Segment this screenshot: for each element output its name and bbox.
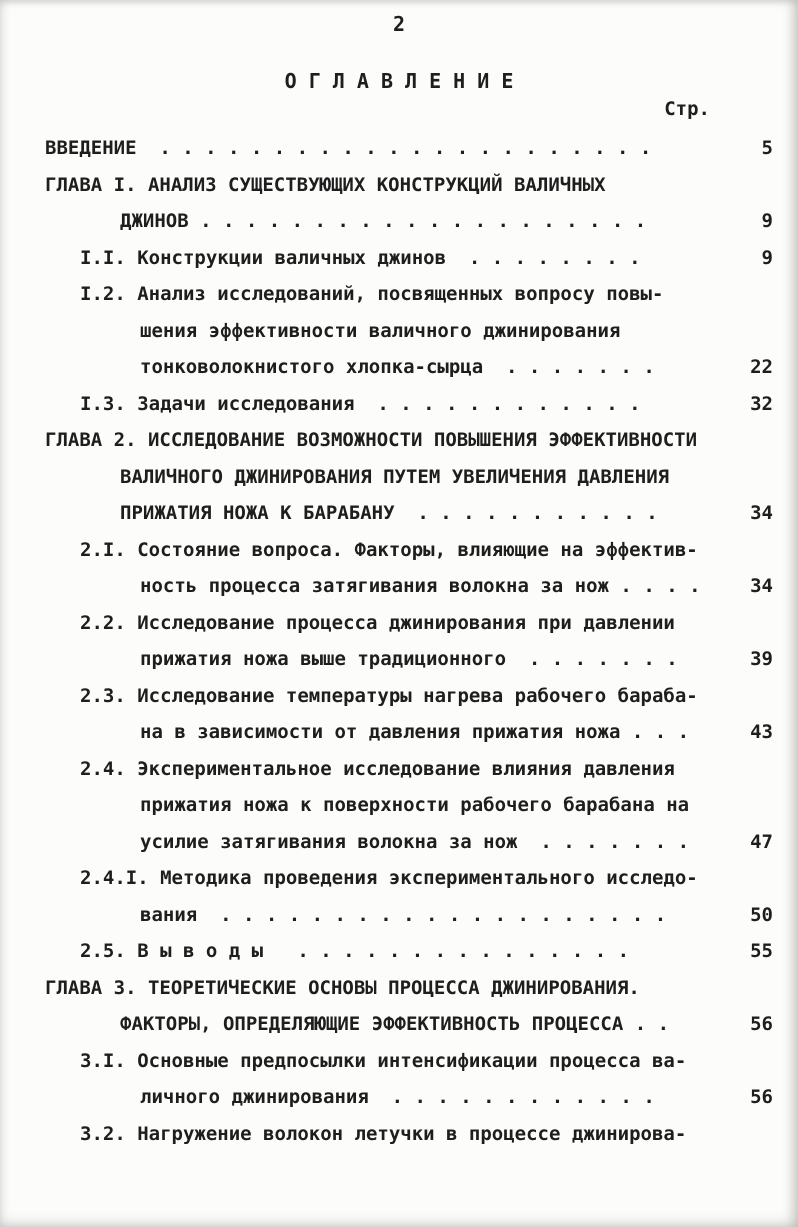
toc-line: личного джинирования . . . . . . . . . . . . — [140, 1086, 655, 1108]
page-folio-number: 2 — [392, 12, 406, 36]
toc-line: I.2. Анализ исследований, посвященных вопросу повы- — [80, 283, 664, 305]
toc-page-number: 39 — [750, 648, 773, 670]
page-title: О Г Л А В Л Е Н И Е — [284, 69, 514, 93]
toc-line: I.3. Задачи исследования . . . . . . . . . . . . — [80, 392, 641, 415]
toc-entry — [45, 1116, 718, 1153]
toc-line: 3.2. Нагружение волокон летучки в процессе джинирова- — [80, 1122, 687, 1145]
toc-line: ГЛАВА 3. ТЕОРЕТИЧЕСКИЕ ОСНОВЫ ПРОЦЕССА ДЖИНИРОВАНИЯ. — [45, 976, 640, 999]
toc-line: тонковолокнистого хлопка-сырца . . . . . . . — [140, 356, 655, 378]
toc-line: I.I. Конструкции валичных джинов . . . . . . . . — [80, 246, 641, 269]
toc-entry-lines — [45, 933, 718, 970]
toc-entry-lines — [45, 130, 718, 167]
toc-entry-lines — [45, 1043, 718, 1116]
toc-line: ГЛАВА I. АНАЛИЗ СУЩЕСТВУЮЩИХ КОНСТРУКЦИЙ ВАЛИЧНЫХ — [45, 173, 606, 196]
toc-page-number: 47 — [750, 830, 773, 853]
toc-line: прижатия ножа к поверхности рабочего барабана на — [140, 794, 690, 816]
toc-entry — [45, 970, 773, 1043]
toc-line: ность процесса затягивания волокна за нож . . . . — [140, 575, 701, 597]
toc-entry-lines — [45, 386, 718, 423]
toc-entry — [45, 386, 773, 423]
toc-entry — [45, 605, 773, 678]
toc-entry-lines — [45, 422, 718, 532]
toc-entry — [45, 276, 773, 386]
table-of-contents — [45, 130, 773, 1152]
toc-entry — [45, 751, 773, 861]
toc-line: 2.2. Исследование процесса джинирования при давлении — [80, 611, 675, 634]
toc-entry — [45, 422, 773, 532]
toc-entry — [45, 167, 773, 240]
toc-page-number: 34 — [750, 575, 773, 597]
toc-line: 2.4. Экспериментальное исследование влияния давления — [80, 757, 675, 780]
toc-entry-lines — [45, 1116, 718, 1153]
toc-line: ВАЛИЧНОГО ДЖИНИРОВАНИЯ ПУТЕМ УВЕЛИЧЕНИЯ ДАВЛЕНИЯ — [120, 465, 670, 488]
toc-entry-lines — [45, 167, 718, 240]
toc-page-number: 56 — [750, 1086, 773, 1108]
toc-line: 3.I. Основные предпосылки интенсификации процесса ва- — [80, 1049, 687, 1072]
toc-entry — [45, 933, 773, 970]
toc-page-number: 22 — [750, 356, 773, 378]
toc-page-number: 34 — [750, 502, 773, 524]
toc-line: ГЛАВА 2. ИССЛЕДОВАНИЕ ВОЗМОЖНОСТИ ПОВЫШЕНИЯ ЭФФЕКТИВНОСТИ — [45, 429, 698, 451]
toc-entry-lines — [45, 860, 718, 933]
toc-line: усилие затягивания волокна за нож . . . . . . . — [140, 830, 690, 853]
toc-entry — [45, 1043, 773, 1116]
toc-line: 2.4.I. Методика проведения экспериментального исследо- — [80, 867, 698, 889]
toc-entry-lines — [45, 532, 718, 605]
toc-line: ВВЕДЕНИЕ . . . . . . . . . . . . . . . . . . . . . . — [45, 137, 652, 159]
toc-entry — [45, 532, 773, 605]
toc-line: ФАКТОРЫ, ОПРЕДЕЛЯЮЩИЕ ЭФФЕКТИВНОСТЬ ПРОЦЕССА . . — [120, 1013, 670, 1035]
toc-entry-lines — [45, 276, 718, 386]
toc-entry — [45, 240, 773, 277]
toc-entry — [45, 860, 773, 933]
toc-line: 2.I. Состояние вопроса. Факторы, влияющие на эффектив- — [80, 538, 698, 561]
toc-page-number: 9 — [761, 246, 773, 269]
toc-line: 2.3. Исследование температуры нагрева рабочего бараба- — [80, 684, 698, 707]
toc-page-number: 32 — [750, 392, 773, 415]
toc-entry-lines — [45, 678, 718, 751]
toc-line: прижатия ножа выше традиционного . . . . . . . — [140, 648, 678, 670]
toc-line: на в зависимости от давления прижатия ножа . . . — [140, 721, 690, 743]
toc-line: ДЖИНОВ . . . . . . . . . . . . . . . . . . . . — [120, 210, 647, 232]
toc-entry-lines — [45, 970, 718, 1043]
page-column-header: Стр. — [664, 98, 710, 120]
toc-page-number: 43 — [750, 721, 773, 743]
toc-entry — [45, 130, 773, 167]
toc-line: вания . . . . . . . . . . . . . . . . . . . . — [140, 903, 667, 926]
toc-page-number: 9 — [761, 210, 773, 232]
toc-line: ПРИЖАТИЯ НОЖА К БАРАБАНУ . . . . . . . . . . . — [120, 502, 658, 524]
toc-line: 2.5. В ы в о д ы . . . . . . . . . . . . . . . — [80, 940, 630, 962]
toc-entry — [45, 678, 773, 751]
toc-page-number: 50 — [750, 903, 773, 926]
toc-page-number: 5 — [761, 137, 773, 159]
toc-line: шения эффективности валичного джинирования — [140, 319, 621, 342]
toc-entry-lines — [45, 605, 718, 678]
toc-page-number: 56 — [750, 1013, 773, 1035]
toc-entry-lines — [45, 240, 718, 277]
toc-page-number: 55 — [750, 940, 773, 962]
toc-entry-lines — [45, 751, 718, 861]
